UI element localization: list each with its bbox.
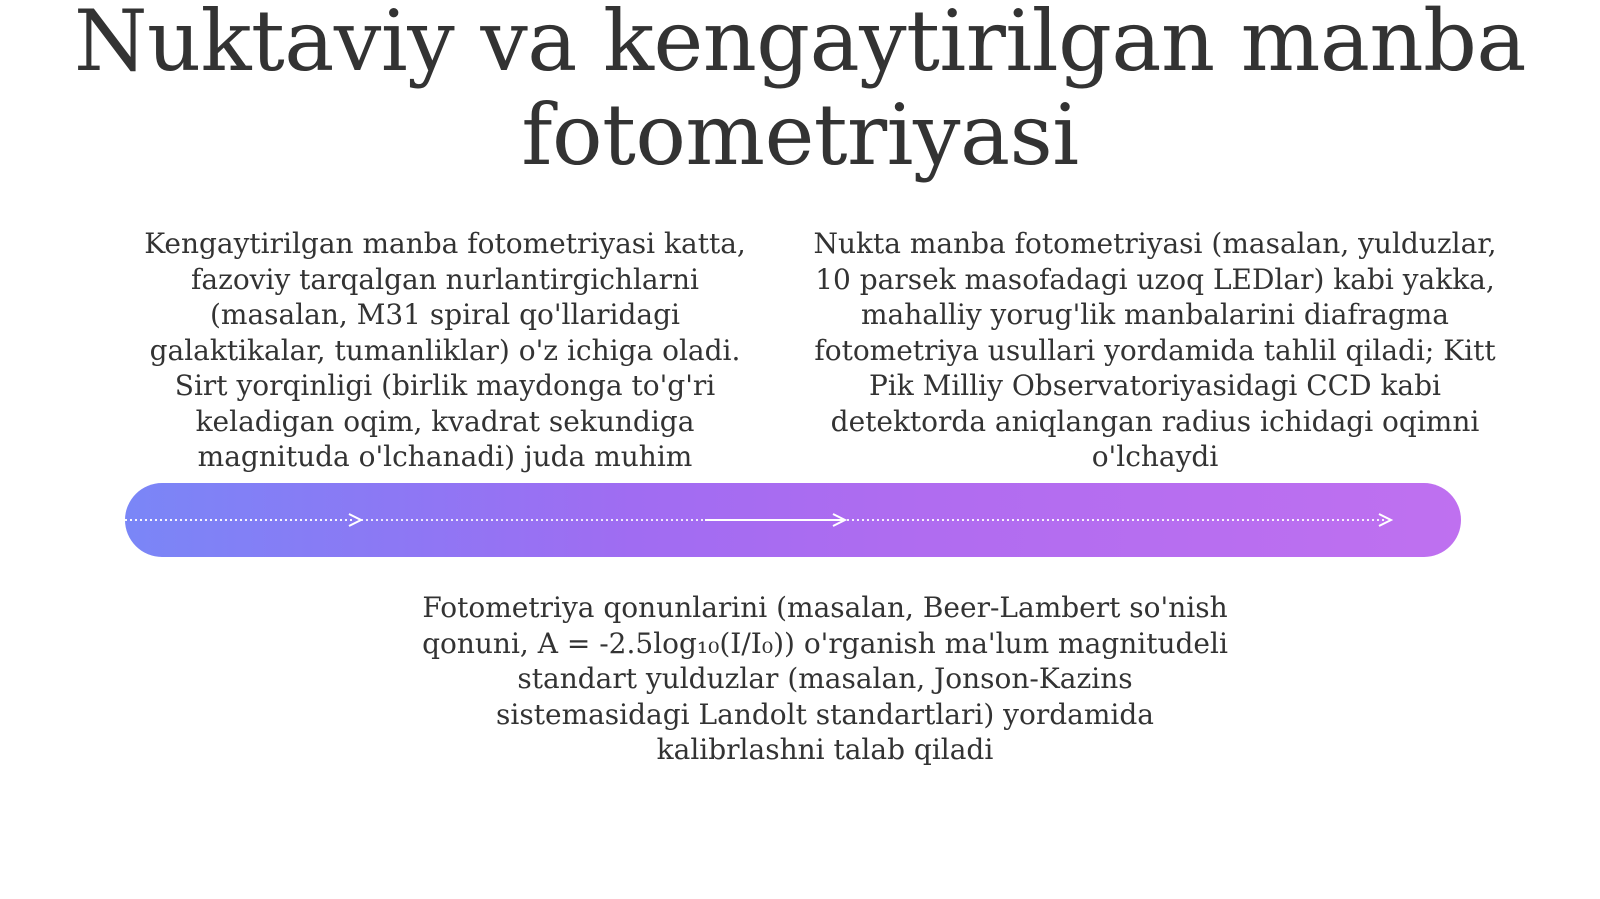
arrow-icon: [1379, 514, 1391, 526]
timeline-arrows: [125, 483, 1461, 557]
slide-title: Nuktaviy va kengaytirilgan manba fotometriyasi: [74, 0, 1526, 184]
point-source-text: Nukta manba fotometriyasi (masalan, yulduzlar, 10 parsek masofadagi uzoq LEDlar) kabi yakka, mahalliy yorug'lik manbalarini diafragma fotometriya usullari yordamida tahlil qiladi; Kitt Pik Milliy Observatoriyasidagi CCD kabi detektorda aniqlangan radius ichidagi oqimni o'lchaydi: [813, 227, 1497, 473]
calibration-text: Fotometriya qonunlarini (masalan, Beer-Lambert so'nish qonuni, A = -2.5log₁₀(I/I₀)) o'rganish ma'lum magnitudeli standart yulduzlar (masalan, Jonson-Kazins sistemasidagi Landolt standartlari) yordamida kalibrlashni talab qiladi: [422, 591, 1228, 766]
extended-source-text: Kengaytirilgan manba fotometriyasi katta, fazoviy tarqalgan nurlantirgichlarni (masalan, M31 spiral qo'llaridagi galaktikalar, tumanliklar) o'z ichiga oladi. Sirt yorqinligi (birlik maydonga to'g'ri keladigan oqim, kvadrat sekundiga magnituda o'lchanadi) juda muhim: [144, 227, 746, 473]
